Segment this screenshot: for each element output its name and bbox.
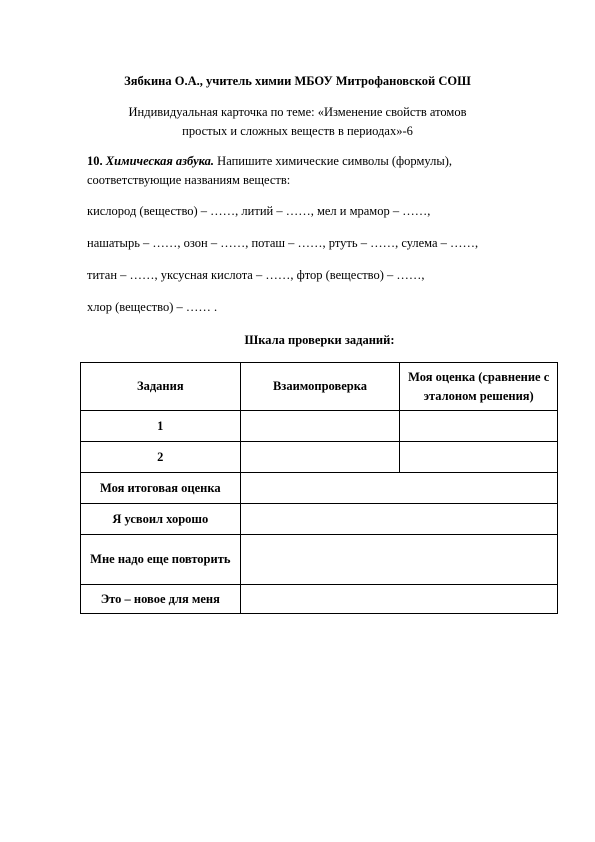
substance-line-2: нашатырь – ……, озон – ……, поташ – ……, ртуть – ……, сулема – ……, bbox=[87, 236, 479, 250]
card-title-line-2: простых и сложных веществ в периодах»-6 bbox=[182, 124, 413, 138]
scale-title: Шкала проверки заданий: bbox=[244, 333, 395, 347]
author-line: Зябкина О.А., учитель химии МБОУ Митрофановской СОШ bbox=[124, 74, 471, 88]
summary-value-cell[interactable] bbox=[240, 473, 557, 504]
table-row bbox=[81, 585, 558, 614]
card-title-line-1: Индивидуальная карточка по теме: «Изменение свойств атомов bbox=[128, 105, 467, 119]
task-number-cell: 1 bbox=[81, 411, 241, 442]
task-number-cell: 2 bbox=[81, 442, 241, 473]
task-heading bbox=[87, 154, 452, 169]
table-row bbox=[81, 442, 558, 473]
my-score-cell[interactable] bbox=[400, 411, 558, 442]
summary-label-cell: Это – новое для меня bbox=[81, 585, 241, 614]
peer-review-cell[interactable] bbox=[240, 411, 400, 442]
task-instruction-cont: соответствующие названиям веществ: bbox=[87, 173, 291, 187]
table-row bbox=[81, 535, 558, 585]
task-instruction: Напишите химические символы (формулы), bbox=[217, 154, 452, 168]
task-number: 10. bbox=[87, 154, 103, 168]
summary-label-cell: Я усвоил хорошо bbox=[81, 504, 241, 535]
table-row bbox=[81, 411, 558, 442]
substance-line-4: хлор (вещество) – …… . bbox=[87, 300, 218, 314]
summary-label-cell: Моя итоговая оценка bbox=[81, 473, 241, 504]
summary-value-cell[interactable] bbox=[240, 504, 557, 535]
summary-label-cell: Мне надо еще повторить bbox=[81, 535, 241, 585]
scoring-table bbox=[80, 362, 558, 614]
header-cell-peer-review: Взаимопроверка bbox=[240, 363, 400, 411]
peer-review-cell[interactable] bbox=[240, 442, 400, 473]
header-cell-my-score: Моя оценка (сравнение с эталоном решения) bbox=[400, 363, 558, 411]
table-row bbox=[81, 504, 558, 535]
summary-value-cell[interactable] bbox=[240, 535, 557, 585]
table-header-row bbox=[81, 363, 558, 411]
my-score-cell[interactable] bbox=[400, 442, 558, 473]
header-cell-tasks: Задания bbox=[81, 363, 241, 411]
summary-value-cell[interactable] bbox=[240, 585, 557, 614]
substance-line-3: титан – ……, уксусная кислота – ……, фтор (вещество) – ……, bbox=[87, 268, 425, 282]
substance-line-1: кислород (вещество) – ……, литий – ……, мел и мрамор – ……, bbox=[87, 204, 431, 218]
task-name: Химическая азбука. bbox=[105, 154, 215, 168]
table-row bbox=[81, 473, 558, 504]
